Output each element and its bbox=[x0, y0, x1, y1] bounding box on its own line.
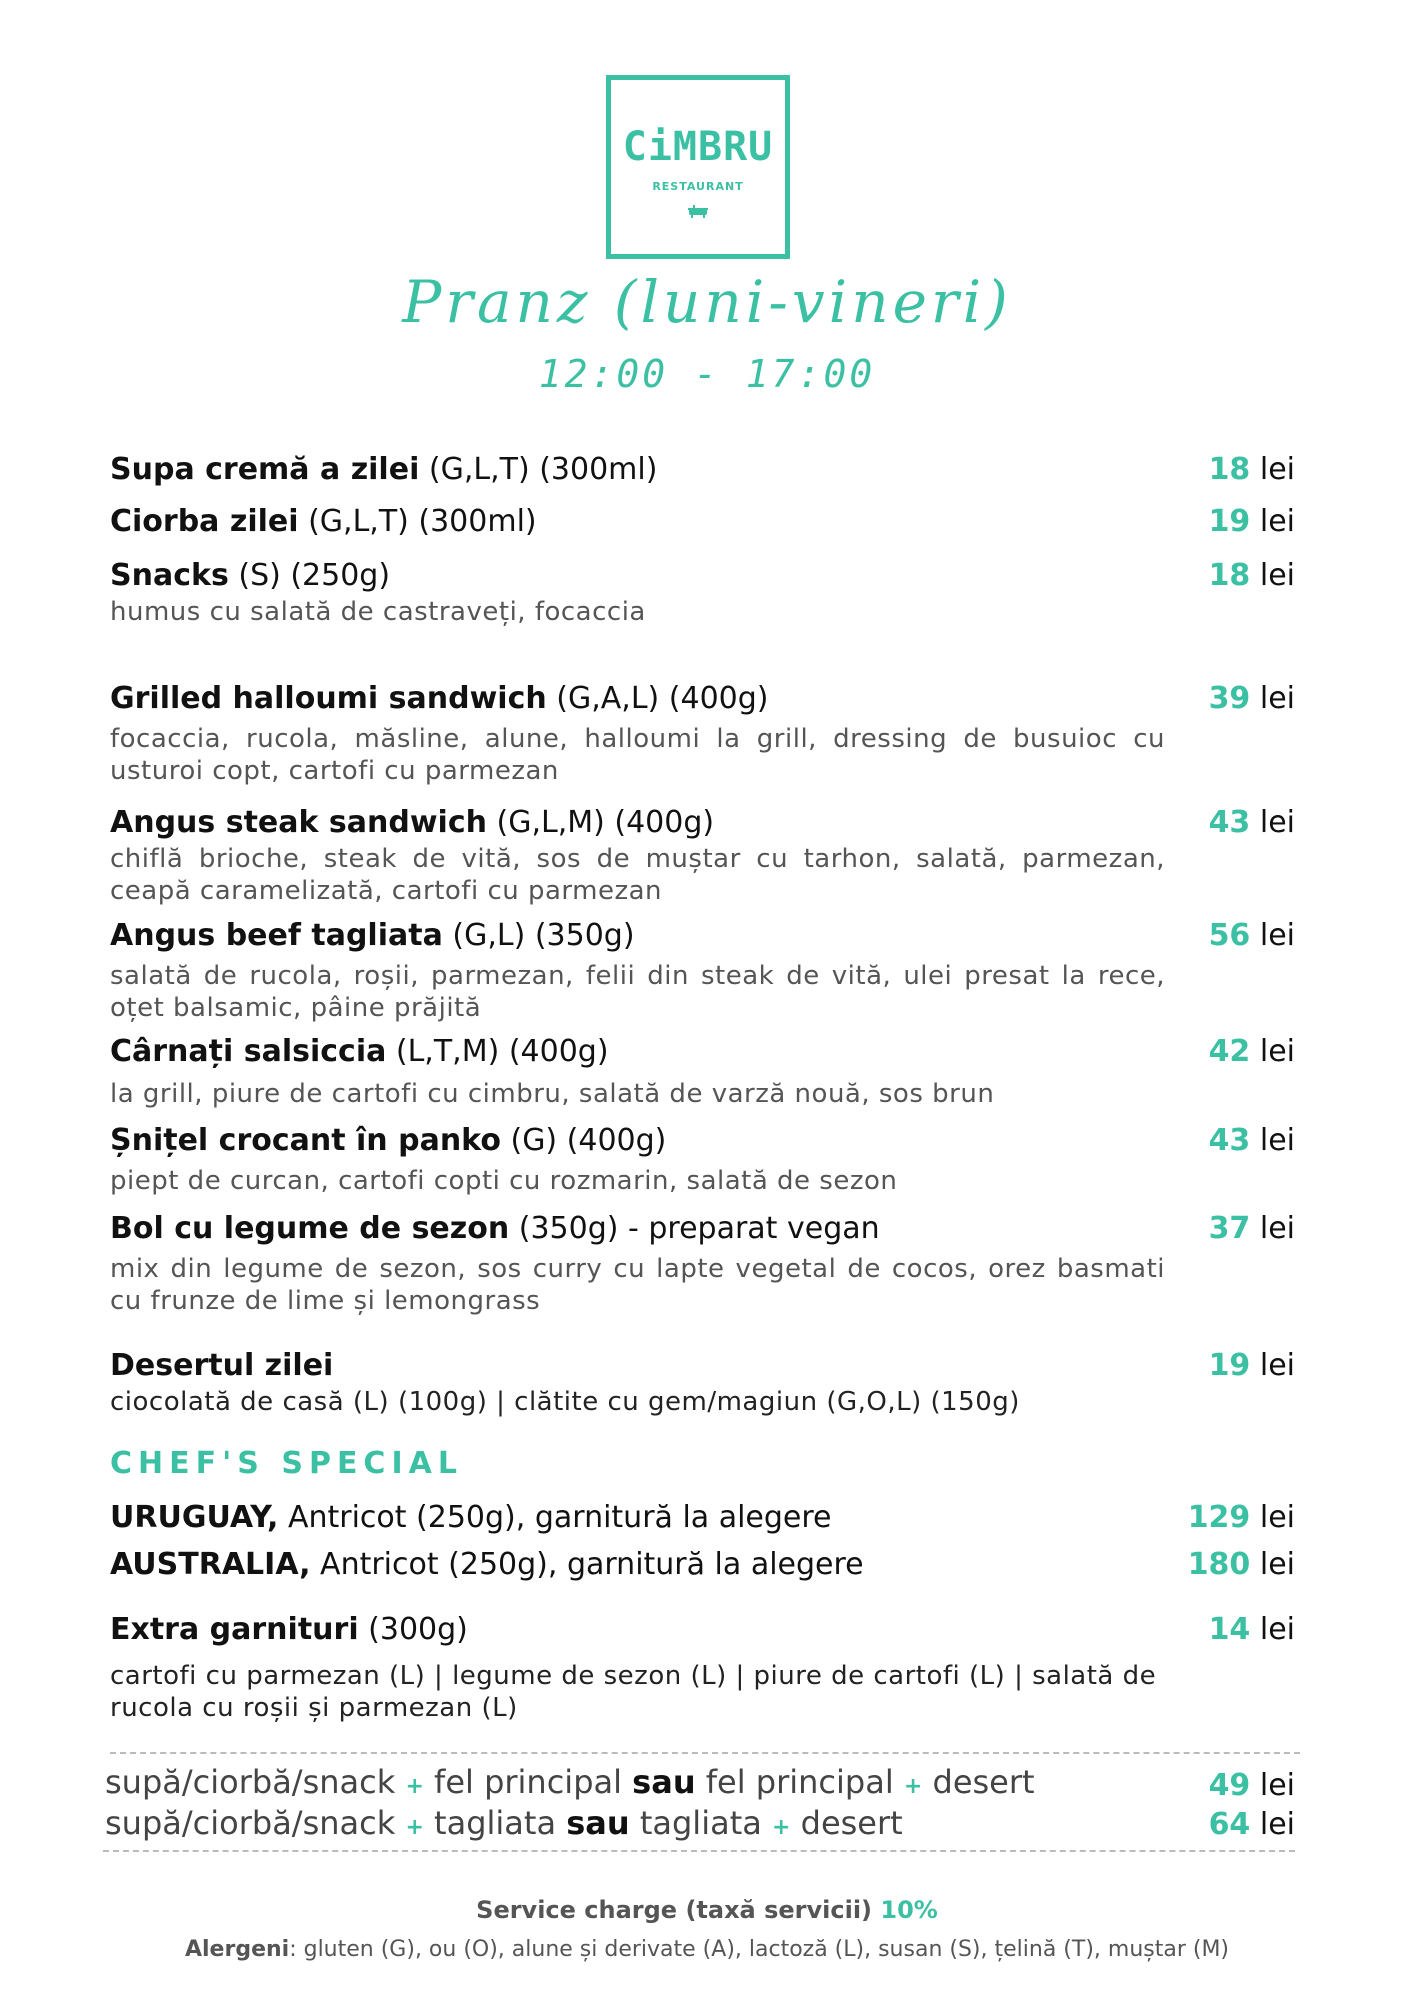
item-price: 43 bbox=[1208, 805, 1251, 840]
item-price: 19 bbox=[1208, 1348, 1251, 1383]
menu-item bbox=[110, 916, 1295, 1024]
menu-item bbox=[110, 502, 1295, 542]
item-currency: lei bbox=[1259, 918, 1295, 953]
service-charge bbox=[0, 1896, 1414, 1924]
extra-description: cartofi cu parmezan (L) | legume de sezon (L) | piure de cartofi (L) | salată de rucola cu roșii și parmezan (L) bbox=[110, 1661, 1157, 1723]
combo-connector: sau bbox=[632, 1763, 696, 1801]
combo-part: tagliata bbox=[639, 1804, 762, 1842]
special-price: 180 bbox=[1187, 1547, 1251, 1582]
item-meta: (G,L,T) (300ml) bbox=[308, 504, 537, 539]
menu-item bbox=[110, 679, 1295, 787]
item-meta: (G,A,L) (400g) bbox=[556, 681, 769, 716]
logo-subtitle: RESTAURANT bbox=[652, 180, 744, 193]
extra-currency: lei bbox=[1259, 1612, 1295, 1647]
special-price: 129 bbox=[1187, 1500, 1251, 1535]
item-currency: lei bbox=[1259, 504, 1295, 539]
item-currency: lei bbox=[1259, 558, 1295, 593]
menu-item bbox=[110, 1346, 1295, 1418]
service-value: 10% bbox=[880, 1896, 938, 1924]
item-price: 39 bbox=[1208, 681, 1251, 716]
item-name: Bol cu legume de sezon bbox=[110, 1211, 510, 1246]
item-name: Angus steak sandwich bbox=[110, 805, 487, 840]
extra-name: Extra garnituri bbox=[110, 1612, 359, 1647]
item-description: mix din legume de sezon, sos curry cu lapte vegetal de cocos, orez basmati cu frunze de lime și lemongrass bbox=[110, 1254, 1165, 1316]
combo-price: 49 bbox=[1208, 1768, 1251, 1803]
plus-icon: + bbox=[405, 1774, 424, 1799]
combo-row bbox=[105, 1803, 1295, 1848]
combo-part: supă/ciorbă/snack bbox=[105, 1804, 396, 1842]
menu-item bbox=[110, 450, 1295, 490]
chefs-special-heading: CHEF'S SPECIAL bbox=[110, 1446, 463, 1481]
special-currency: lei bbox=[1259, 1547, 1295, 1582]
item-description: ciocolată de casă (L) (100g) | clătite cu gem/magiun (G,O,L) (150g) bbox=[110, 1387, 1020, 1417]
extra-item bbox=[110, 1610, 1295, 1724]
item-price: 19 bbox=[1208, 504, 1251, 539]
special-name: URUGUAY, bbox=[110, 1500, 279, 1535]
menu-item bbox=[110, 556, 1295, 628]
item-meta: (G,L,T) (300ml) bbox=[428, 452, 658, 487]
restaurant-logo bbox=[606, 75, 790, 259]
combo-currency: lei bbox=[1259, 1807, 1295, 1842]
plus-icon: + bbox=[405, 1815, 424, 1840]
extra-meta: (300g) bbox=[368, 1612, 468, 1647]
item-currency: lei bbox=[1259, 452, 1295, 487]
item-name: Cârnați salsiccia bbox=[110, 1034, 387, 1069]
item-price: 43 bbox=[1208, 1123, 1251, 1158]
item-meta: (G,L) (350g) bbox=[452, 918, 635, 953]
menu-item bbox=[110, 1121, 1295, 1197]
special-item bbox=[110, 1545, 1295, 1585]
menu-item bbox=[110, 1032, 1295, 1110]
menu-item bbox=[110, 803, 1295, 907]
item-meta: (G) (400g) bbox=[510, 1123, 667, 1158]
item-meta: (L,T,M) (400g) bbox=[395, 1034, 609, 1069]
special-meta: Antricot (250g), garnitură la alegere bbox=[287, 1500, 832, 1535]
item-description: piept de curcan, cartofi copti cu rozmarin, salată de sezon bbox=[110, 1166, 898, 1196]
item-currency: lei bbox=[1259, 1034, 1295, 1069]
item-name: Snacks bbox=[110, 558, 229, 593]
item-price: 56 bbox=[1208, 918, 1251, 953]
item-currency: lei bbox=[1259, 1123, 1295, 1158]
plus-icon: + bbox=[903, 1774, 923, 1799]
item-meta: (S) (250g) bbox=[238, 558, 391, 593]
item-meta: (G,L,M) (400g) bbox=[496, 805, 715, 840]
item-currency: lei bbox=[1259, 1211, 1295, 1246]
item-price: 37 bbox=[1208, 1211, 1251, 1246]
menu-title: Pranz (luni-vineri) bbox=[402, 268, 1012, 336]
item-price: 18 bbox=[1208, 558, 1251, 593]
allergens-note bbox=[0, 1937, 1414, 1962]
item-price: 42 bbox=[1208, 1034, 1251, 1069]
special-name: AUSTRALIA, bbox=[110, 1547, 311, 1582]
item-name: Șnițel crocant în panko bbox=[110, 1123, 501, 1158]
item-name: Angus beef tagliata bbox=[110, 918, 443, 953]
item-currency: lei bbox=[1259, 805, 1295, 840]
item-currency: lei bbox=[1259, 681, 1295, 716]
service-label: Service charge (taxă servicii) bbox=[476, 1896, 873, 1924]
item-currency: lei bbox=[1259, 1348, 1295, 1383]
dashed-divider bbox=[110, 1752, 1300, 1754]
special-currency: lei bbox=[1259, 1500, 1295, 1535]
extra-price: 14 bbox=[1208, 1612, 1251, 1647]
combo-currency: lei bbox=[1259, 1768, 1295, 1803]
special-meta: Antricot (250g), garnitură la alegere bbox=[320, 1547, 864, 1582]
menu-hours: 12:00 - 17:00 bbox=[538, 352, 876, 396]
item-description: chiflă brioche, steak de vită, sos de muștar cu tarhon, salată, parmezan, ceapă caramelizată, cartofi cu parmezan bbox=[110, 844, 1165, 906]
dashed-divider bbox=[103, 1850, 1295, 1852]
combo-part: supă/ciorbă/snack bbox=[105, 1763, 396, 1801]
logo-brand: CiMBRU bbox=[622, 124, 774, 170]
item-description: salată de rucola, roșii, parmezan, felii din steak de vită, ulei presat la rece, oțet balsamic, pâine prăjită bbox=[110, 961, 1165, 1023]
combo-price: 64 bbox=[1208, 1807, 1251, 1842]
item-name: Desertul zilei bbox=[110, 1348, 334, 1383]
bathtub-icon bbox=[687, 205, 709, 219]
allergens-label: Alergeni bbox=[184, 1937, 290, 1962]
item-price: 18 bbox=[1208, 452, 1251, 487]
combo-part: tagliata bbox=[434, 1804, 567, 1842]
combo-part: desert bbox=[932, 1763, 1035, 1801]
menu-item bbox=[110, 1209, 1295, 1317]
item-meta: (350g) - preparat vegan bbox=[518, 1211, 880, 1246]
item-name: Grilled halloumi sandwich bbox=[110, 681, 547, 716]
special-item bbox=[110, 1498, 1295, 1538]
combo-connector: sau bbox=[566, 1804, 630, 1842]
combo-part: fel principal bbox=[705, 1763, 894, 1801]
plus-icon: + bbox=[772, 1815, 791, 1840]
item-description: focaccia, rucola, măsline, alune, halloumi la grill, dressing de busuioc cu usturoi copt, cartofi cu parmezan bbox=[110, 724, 1165, 786]
item-name: Supa cremă a zilei bbox=[110, 452, 420, 487]
item-description: humus cu salată de castraveți, focaccia bbox=[110, 597, 646, 627]
allergens-text: : gluten (G), ou (O), alune și derivate (A), lactoză (L), susan (S), țelină (T), muștar (M) bbox=[289, 1937, 1230, 1962]
item-name: Ciorba zilei bbox=[110, 504, 299, 539]
combo-row bbox=[105, 1762, 1295, 1807]
combo-part: fel principal bbox=[434, 1763, 622, 1801]
combo-part: desert bbox=[800, 1804, 903, 1842]
item-description: la grill, piure de cartofi cu cimbru, salată de varză nouă, sos brun bbox=[110, 1079, 995, 1109]
